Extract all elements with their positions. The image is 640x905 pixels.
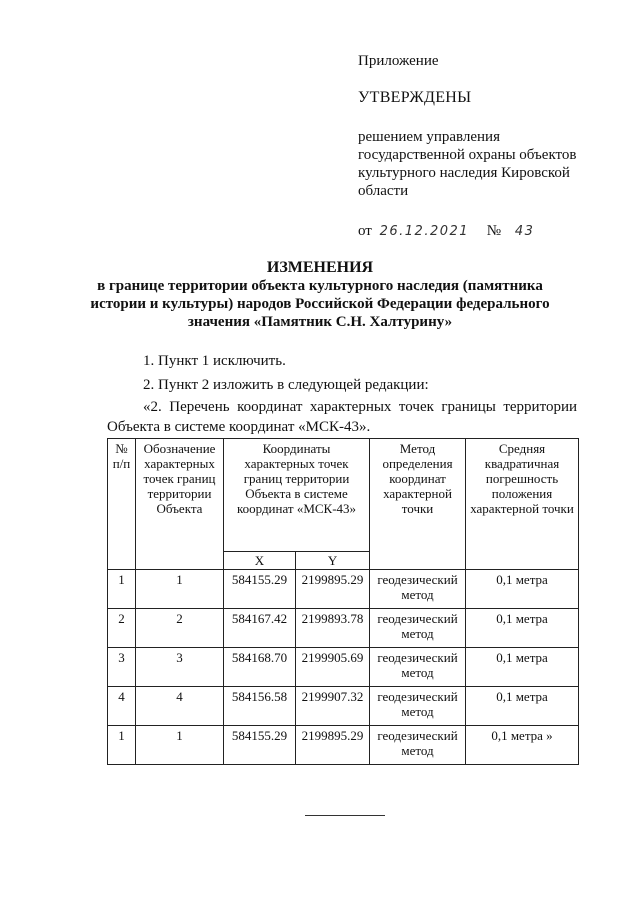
cell-y: 2199893.78 xyxy=(296,609,370,648)
handwritten-date: 26.12.2021 xyxy=(379,224,470,239)
paragraph-3-line-2: Объекта в системе координат «МСК-43». xyxy=(107,419,371,435)
cell-error: 0,1 метра xyxy=(466,687,579,726)
from-label: от xyxy=(358,223,372,239)
decision-line: государственной охраны объектов xyxy=(358,147,577,163)
cell-num: 2 xyxy=(108,609,136,648)
decision-line: области xyxy=(358,183,409,199)
cell-method: геодезический метод xyxy=(370,648,466,687)
cell-y: 2199895.29 xyxy=(296,726,370,765)
header-y: Y xyxy=(296,552,370,570)
cell-method: геодезический метод xyxy=(370,687,466,726)
cell-y: 2199895.29 xyxy=(296,570,370,609)
paragraph-1: 1. Пункт 1 исключить. xyxy=(143,353,286,369)
cell-num: 1 xyxy=(108,726,136,765)
document-title: ИЗМЕНЕНИЯ xyxy=(266,259,374,276)
cell-num: 4 xyxy=(108,687,136,726)
cell-method: геодезический метод xyxy=(370,609,466,648)
cell-x: 584156.58 xyxy=(224,687,296,726)
handwritten-number: 43 xyxy=(514,224,535,239)
table-row xyxy=(108,726,579,765)
date-row xyxy=(358,222,534,241)
cell-num: 1 xyxy=(108,570,136,609)
cell-point: 2 xyxy=(136,609,224,648)
header-x: X xyxy=(224,552,296,570)
decision-line: решением управления xyxy=(358,129,500,145)
approved-label: УТВЕРЖДЕНЫ xyxy=(358,89,472,106)
cell-point: 1 xyxy=(136,726,224,765)
table-row xyxy=(108,609,579,648)
header-error: Средняя квадратичная погрешность положения характерной точки xyxy=(466,439,579,570)
header-num: № п/п xyxy=(108,439,136,570)
cell-x: 584167.42 xyxy=(224,609,296,648)
title-line: истории и культуры) народов Российской Федерации федерального xyxy=(90,296,550,312)
cell-point: 1 xyxy=(136,570,224,609)
cell-num: 3 xyxy=(108,648,136,687)
cell-error: 0,1 метра xyxy=(466,648,579,687)
cell-y: 2199907.32 xyxy=(296,687,370,726)
header-method: Метод определения координат характерной точки xyxy=(370,439,466,570)
title-line: в границе территории объекта культурного наследия (памятника xyxy=(97,278,543,294)
cell-method: геодезический метод xyxy=(370,570,466,609)
paragraph-3-line-1: «2. Перечень координат характерных точек границы территории xyxy=(143,399,577,415)
table-row xyxy=(108,648,579,687)
number-label: № xyxy=(486,223,502,239)
appendix-label: Приложение xyxy=(358,53,439,69)
separator-line xyxy=(305,815,385,816)
coordinates-table xyxy=(107,438,579,765)
table-row xyxy=(108,570,579,609)
table-row xyxy=(108,687,579,726)
cell-point: 3 xyxy=(136,648,224,687)
cell-y: 2199905.69 xyxy=(296,648,370,687)
cell-x: 584155.29 xyxy=(224,570,296,609)
paragraph-2: 2. Пункт 2 изложить в следующей редакции: xyxy=(143,377,429,393)
header-coordinates: Координаты характерных точек границ территории Объекта в системе координат «МСК-43» xyxy=(224,439,370,552)
header-designation: Обозначение характерных точек границ территории Объекта xyxy=(136,439,224,570)
cell-error: 0,1 метра » xyxy=(466,726,579,765)
decision-line: культурного наследия Кировской xyxy=(358,165,570,181)
cell-x: 584155.29 xyxy=(224,726,296,765)
cell-error: 0,1 метра xyxy=(466,570,579,609)
title-line: значения «Памятник С.Н. Халтурину» xyxy=(187,314,453,330)
cell-error: 0,1 метра xyxy=(466,609,579,648)
cell-method: геодезический метод xyxy=(370,726,466,765)
cell-x: 584168.70 xyxy=(224,648,296,687)
cell-point: 4 xyxy=(136,687,224,726)
